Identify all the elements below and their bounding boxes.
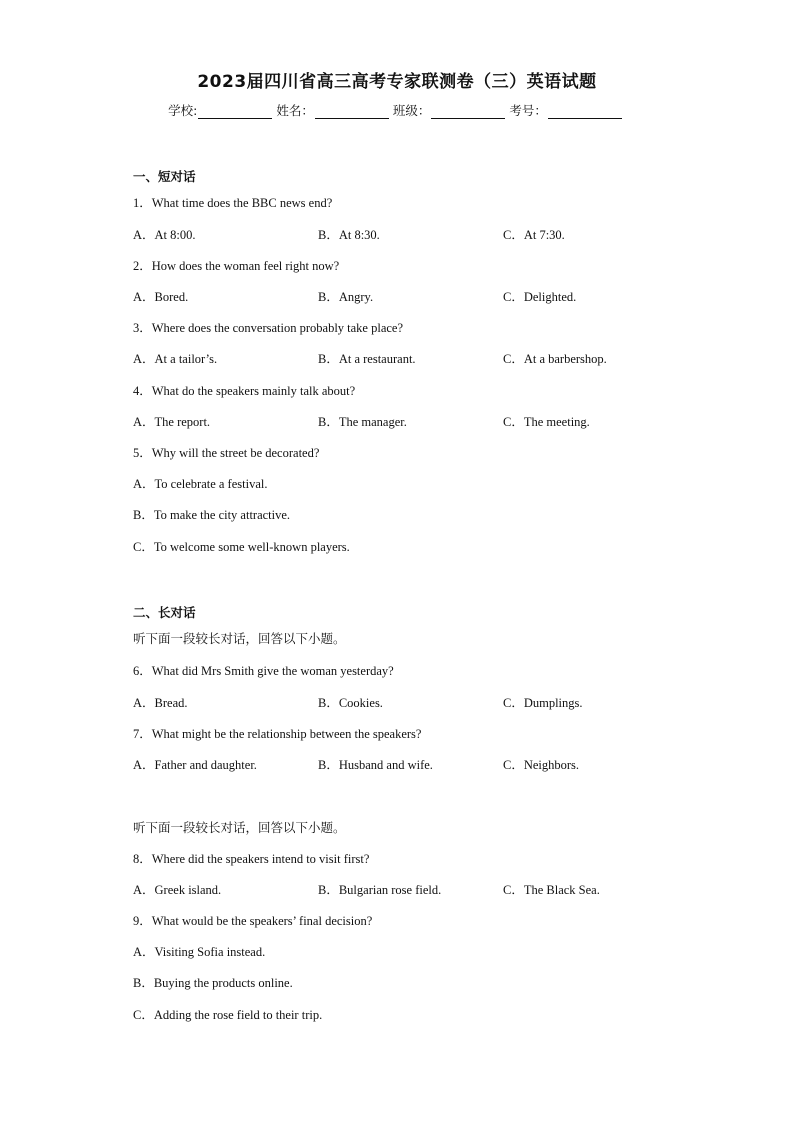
q9-option-b: B．Buying the products online. [133,976,293,990]
class-field [393,101,506,119]
exam-no-blank[interactable] [548,104,622,119]
q1-option-a: A．At 8:00. [133,228,196,242]
question-3: 3．Where does the conversation probably take place? [133,321,404,335]
name-field [276,101,389,119]
q8-option-a: A．Greek island. [133,883,222,897]
exam-no-label: 考号： [509,103,547,118]
question-6: 6．What did Mrs Smith give the woman yesterday? [133,664,394,678]
q6-option-c: C．Dumplings. [503,696,583,710]
q2-option-a: A．Bored. [133,290,189,304]
q6-option-b: B．Cookies. [318,696,383,710]
q1-option-b: B．At 8:30. [318,228,380,242]
section1-heading: 一、短对话 [133,169,196,184]
question-8: 8．Where did the speakers intend to visit first? [133,852,370,866]
q3-option-a: A．At a tailor’s. [133,352,218,366]
q7-option-a: A．Father and daughter. [133,758,257,772]
q3-option-c: C．At a barbershop. [503,352,607,366]
question-4: 4．What do the speakers mainly talk about? [133,384,356,398]
q5-option-c: C．To welcome some well-known players. [133,540,350,554]
school-label: 学校: [168,103,198,118]
q4-option-c: C．The meeting. [503,415,590,429]
q1-option-c: C．At 7:30. [503,228,565,242]
q5-option-b: B．To make the city attractive. [133,508,291,522]
section2-heading: 二、长对话 [133,605,196,620]
q5-option-a: A．To celebrate a festival. [133,477,268,491]
q7-option-c: C．Neighbors. [503,758,580,772]
q3-option-b: B．At a restaurant. [318,352,416,366]
question-1: 1．What time does the BBC news end? [133,196,333,210]
q8-option-b: B．Bulgarian rose field. [318,883,442,897]
q4-option-a: A．The report. [133,415,211,429]
question-5: 5．Why will the street be decorated? [133,446,320,460]
class-blank[interactable] [431,104,505,119]
q9-option-a: A．Visiting Sofia instead. [133,945,266,959]
class-label: 班级： [392,103,431,118]
q6-option-a: A．Bread. [133,696,188,710]
student-info-row [0,101,794,119]
name-label: 姓名： [276,103,314,118]
q9-option-c: C．Adding the rose field to their trip. [133,1008,323,1022]
school-field [168,101,272,119]
question-2: 2．How does the woman feel right now? [133,259,340,273]
exam-no-field [509,101,622,119]
section2-instruction-1: 听下面一段较长对话，回答以下小题。 [133,631,346,646]
question-9: 9．What would be the speakers’ final decision? [133,914,373,928]
school-blank[interactable] [198,104,272,119]
q4-option-b: B．The manager. [318,415,407,429]
name-blank[interactable] [315,104,389,119]
q7-option-b: B．Husband and wife. [318,758,433,772]
question-7: 7．What might be the relationship between the speakers? [133,727,422,741]
q8-option-c: C．The Black Sea. [503,883,600,897]
q2-option-b: B．Angry. [318,290,374,304]
q2-option-c: C．Delighted. [503,290,577,304]
section2-instruction-2: 听下面一段较长对话，回答以下小题。 [133,820,346,835]
exam-title: 2023届四川省高三高考专家联测卷（三）英语试题 [197,72,597,92]
